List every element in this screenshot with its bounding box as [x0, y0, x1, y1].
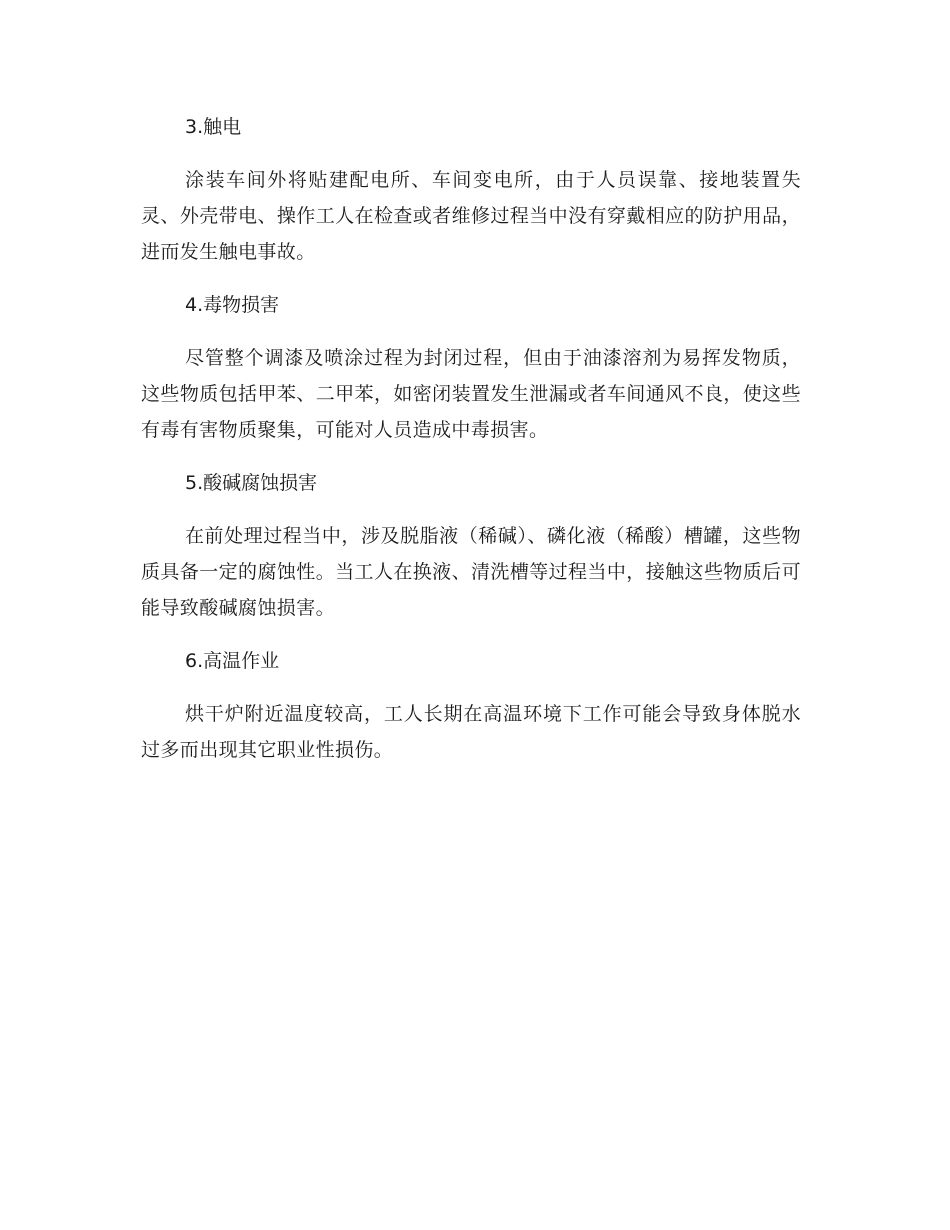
section-poison-damage	[141, 288, 801, 448]
section-paragraph: 尽管整个调漆及喷涂过程为封闭过程，但由于油漆溶剂为易挥发物质，这些物质包括甲苯、二甲苯，如密闭装置发生泄漏或者车间通风不良，使这些有毒有害物质聚集，可能对人员造成中毒损害。	[141, 347, 801, 441]
section-paragraph: 烘干炉附近温度较高，工人长期在高温环境下工作可能会导致身体脱水过多而出现其它职业性损伤。	[141, 703, 801, 761]
section-paragraph: 在前处理过程当中，涉及脱脂液（稀碱）、磷化液（稀酸）槽罐，这些物质具备一定的腐蚀性。当工人在换液、清洗槽等过程当中，接触这些物质后可能导致酸碱腐蚀损害。	[141, 525, 801, 619]
section-heading: 3.触电	[185, 116, 242, 138]
document-body	[141, 110, 801, 786]
section-high-temperature-work	[141, 644, 801, 768]
section-electric-shock	[141, 110, 801, 270]
section-paragraph: 涂装车间外将贴建配电所、车间变电所，由于人员误靠、接地装置失灵、外壳带电、操作工人在检查或者维修过程当中没有穿戴相应的防护用品，进而发生触电事故。	[141, 169, 801, 263]
section-heading: 6.高温作业	[185, 650, 280, 672]
section-heading: 4.毒物损害	[185, 294, 280, 316]
section-acid-alkali-corrosion	[141, 466, 801, 626]
section-heading: 5.酸碱腐蚀损害	[185, 472, 318, 494]
